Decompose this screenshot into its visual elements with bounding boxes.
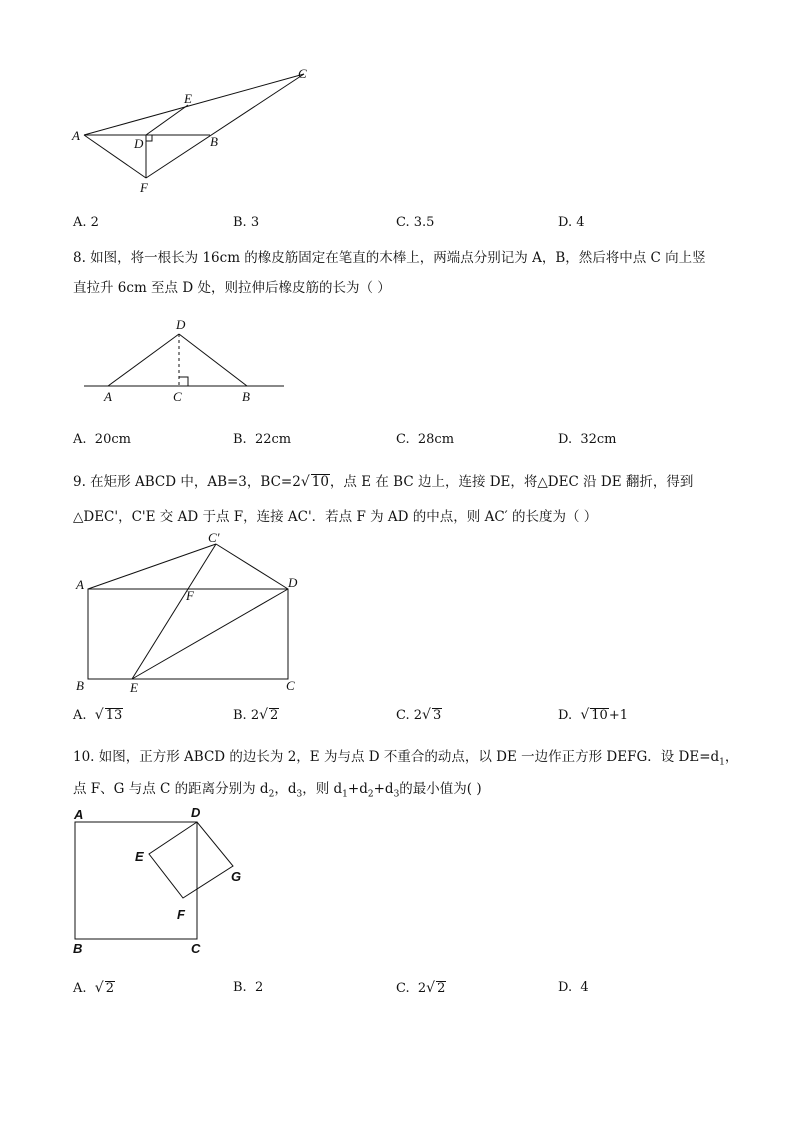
q10-label-c: C [191,941,201,956]
q9-label-c: C [286,678,295,693]
q10-label-e: E [135,849,144,864]
q9-label-e: E [130,680,138,695]
q9-label-a: A [76,577,84,592]
q9-option-a[interactable]: A. √ 13 [73,707,123,723]
q10-label-b: B [73,941,83,956]
q7-option-d[interactable]: D. 4 [558,215,585,230]
q10-figure [65,802,265,962]
q10-option-b[interactable]: B. 2 [233,980,264,995]
q8-option-d[interactable]: D. 32cm [558,432,617,447]
q9-label-b: B [76,678,84,693]
q9-radicand: 10 [311,474,329,490]
q10-label-a: A [74,807,84,822]
q9-label-f: F [186,588,194,603]
q9-option-b[interactable]: B. 2√ 2 [233,707,279,723]
q10-label-d: D [191,805,201,820]
q10-label-g: G [231,869,242,884]
q9-stem-line1: 9. 在矩形 ABCD 中，AB=3，BC=2√ 10，点 E 在 BC 边上，连接 DE，将△DEC 沿 DE 翻折，得到 [73,474,694,490]
q7-label-e: E [184,91,192,106]
q10-option-d[interactable]: D. 4 [558,980,589,995]
q9-label-d: D [288,575,298,590]
q7-label-b: B [210,134,218,149]
q7-option-c[interactable]: C. 3.5 [396,215,435,230]
q7-option-b[interactable]: B. 3 [233,215,260,230]
q8-label-a: A [104,389,112,404]
q8-option-c[interactable]: C. 28cm [396,432,455,447]
q7-label-c: C [298,66,307,81]
q7-label-a: A [72,128,80,143]
q10-label-f: F [177,907,185,922]
q8-label-c: C [173,389,182,404]
q8-label-b: B [242,389,250,404]
q9-figure [70,528,310,698]
q9-option-c[interactable]: C. 2√ 3 [396,707,442,723]
q9-option-d[interactable]: D. √ 10+1 [558,707,628,723]
q10-option-c[interactable]: C. 2√ 2 [396,980,446,996]
q7-option-a[interactable]: A. 2 [73,215,99,230]
q9-stem-line2: △DEC'，C'E 交 AD 于点 F，连接 AC'．若点 F 为 AD 的中点，则 AC′ 的长度为（ ） [73,509,598,525]
q7-label-f: F [140,180,148,195]
q10-stem-line1: 10. 如图，正方形 ABCD 的边长为 2，E 为与点 D 不重合的动点，以 DE 一边作正方形 DEFG．设 $DE=d_1$， [73,749,739,768]
q8-stem-line1: 8. 如图，将一根长为 16cm 的橡皮筋固定在笔直的木棒上，两端点分别记为 A，B，然后将中点 C 向上竖 [73,250,706,266]
q8-option-a[interactable]: A. 20cm [73,432,131,447]
q7-figure [60,60,340,205]
q8-stem-line2: 直拉升 6cm 至点 D 处，则拉伸后橡皮筋的长为（ ） [73,280,391,296]
q8-figure [80,315,290,407]
q10-stem-line2: 点 F、G 与点 C 的距离分别为 $d_2$，$d_3$，则 $d_1+d_2+d_3$的最小值为( ) [73,781,482,800]
q7-label-d: D [134,136,144,151]
q8-label-d: D [176,317,186,332]
q10-option-a[interactable]: A. √ 2 [73,980,114,996]
q8-option-b[interactable]: B. 22cm [233,432,292,447]
q9-label-c-prime: C' [208,530,220,545]
